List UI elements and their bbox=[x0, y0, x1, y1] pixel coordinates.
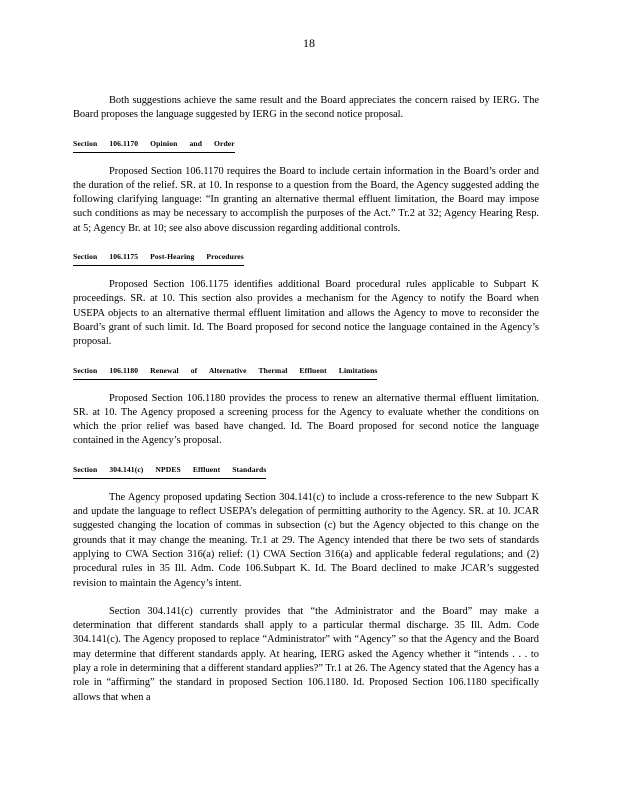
section-heading: Section 106.1175 Post-Hearing Procedures bbox=[73, 250, 244, 266]
paragraph: Proposed Section 106.1180 provides the process to renew an alternative thermal effluent limitation. SR. at 10. The Agency proposed a screening process for the Agency to evaluate whether the conditions on which the prior relief was based have changed. Id. The Board proposed for second notice the language contained in the Agency’s proposal. bbox=[73, 392, 539, 447]
section-heading: Section 106.1180 Renewal of Alternative Thermal Effluent Limitations bbox=[73, 364, 377, 380]
section-heading: Section 304.141(c) NPDES Effluent Standards bbox=[73, 463, 266, 479]
page-body bbox=[73, 80, 539, 705]
paragraph: Proposed Section 106.1170 requires the Board to include certain information in the Board’s order and the duration of the relief. SR. at 10. In response to a question from the Board, the Agency suggested adding the following clarifying language: “In granting an alternative thermal effluent limitation, the Board may impose such conditions as may be necessary to accomplish the purposes of the Act.” Tr.2 at 32; Agency Hearing Resp. at 5; Agency Br. at 10; see also above discussion regarding additional controls. bbox=[73, 165, 539, 234]
section-heading: Section 106.1170 Opinion and Order bbox=[73, 137, 235, 153]
page-number: 18 bbox=[303, 36, 315, 50]
paragraph: Proposed Section 106.1175 identifies additional Board procedural rules applicable to Subpart K proceedings. SR. at 10. This section also provides a mechanism for the Agency to notify the Board when USEPA objects to an alternative thermal effluent limitation and allows the Agency to move to reconsider the Board’s grant of such limit. Id. The Board proposed for second notice the language contained in the Agency’s proposal. bbox=[73, 279, 539, 348]
paragraph: The Agency proposed updating Section 304.141(c) to include a cross-reference to the new Subpart K and update the language to reflect USEPA’s delegation of permitting authority to the Agency. SR. at 10. JCAR suggested changing the location of commas in subsection (c) but the Agency objected to this change on the grounds that it may change the meaning. Tr.1 at 29. The Agency intended that there be two sets of standards applying to CWA Section 316(a) relief: (1) CWA Section 316(a) and applicable federal regulations; and (2) procedural rules in 35 Ill. Adm. Code 106.Subpart K. Id. The Board declined to make JCAR’s suggested revision to maintain the Agency’s intent. bbox=[73, 491, 539, 589]
paragraph: Section 304.141(c) currently provides that “the Administrator and the Board” may make a determination that different standards shall apply to a particular thermal discharge. 35 Ill. Adm. Code 304.141(c). The Agency proposed to replace “Administrator” with “Agency” so that the Agency and the Board may determine that different standards apply. At hearing, IERG asked the Agency whether it “intends . . . to play a role in determining that a different standard applies?” Tr.1 at 26. The Agency stated that the Agency has a role in “affirming” the standard in proposed Section 106.1180. Id. Proposed Section 106.1180 specifically allows that when a bbox=[73, 605, 539, 703]
paragraph: Both suggestions achieve the same result and the Board appreciates the concern raised by IERG. The Board proposes the language suggested by IERG in the second notice proposal. bbox=[73, 95, 539, 121]
